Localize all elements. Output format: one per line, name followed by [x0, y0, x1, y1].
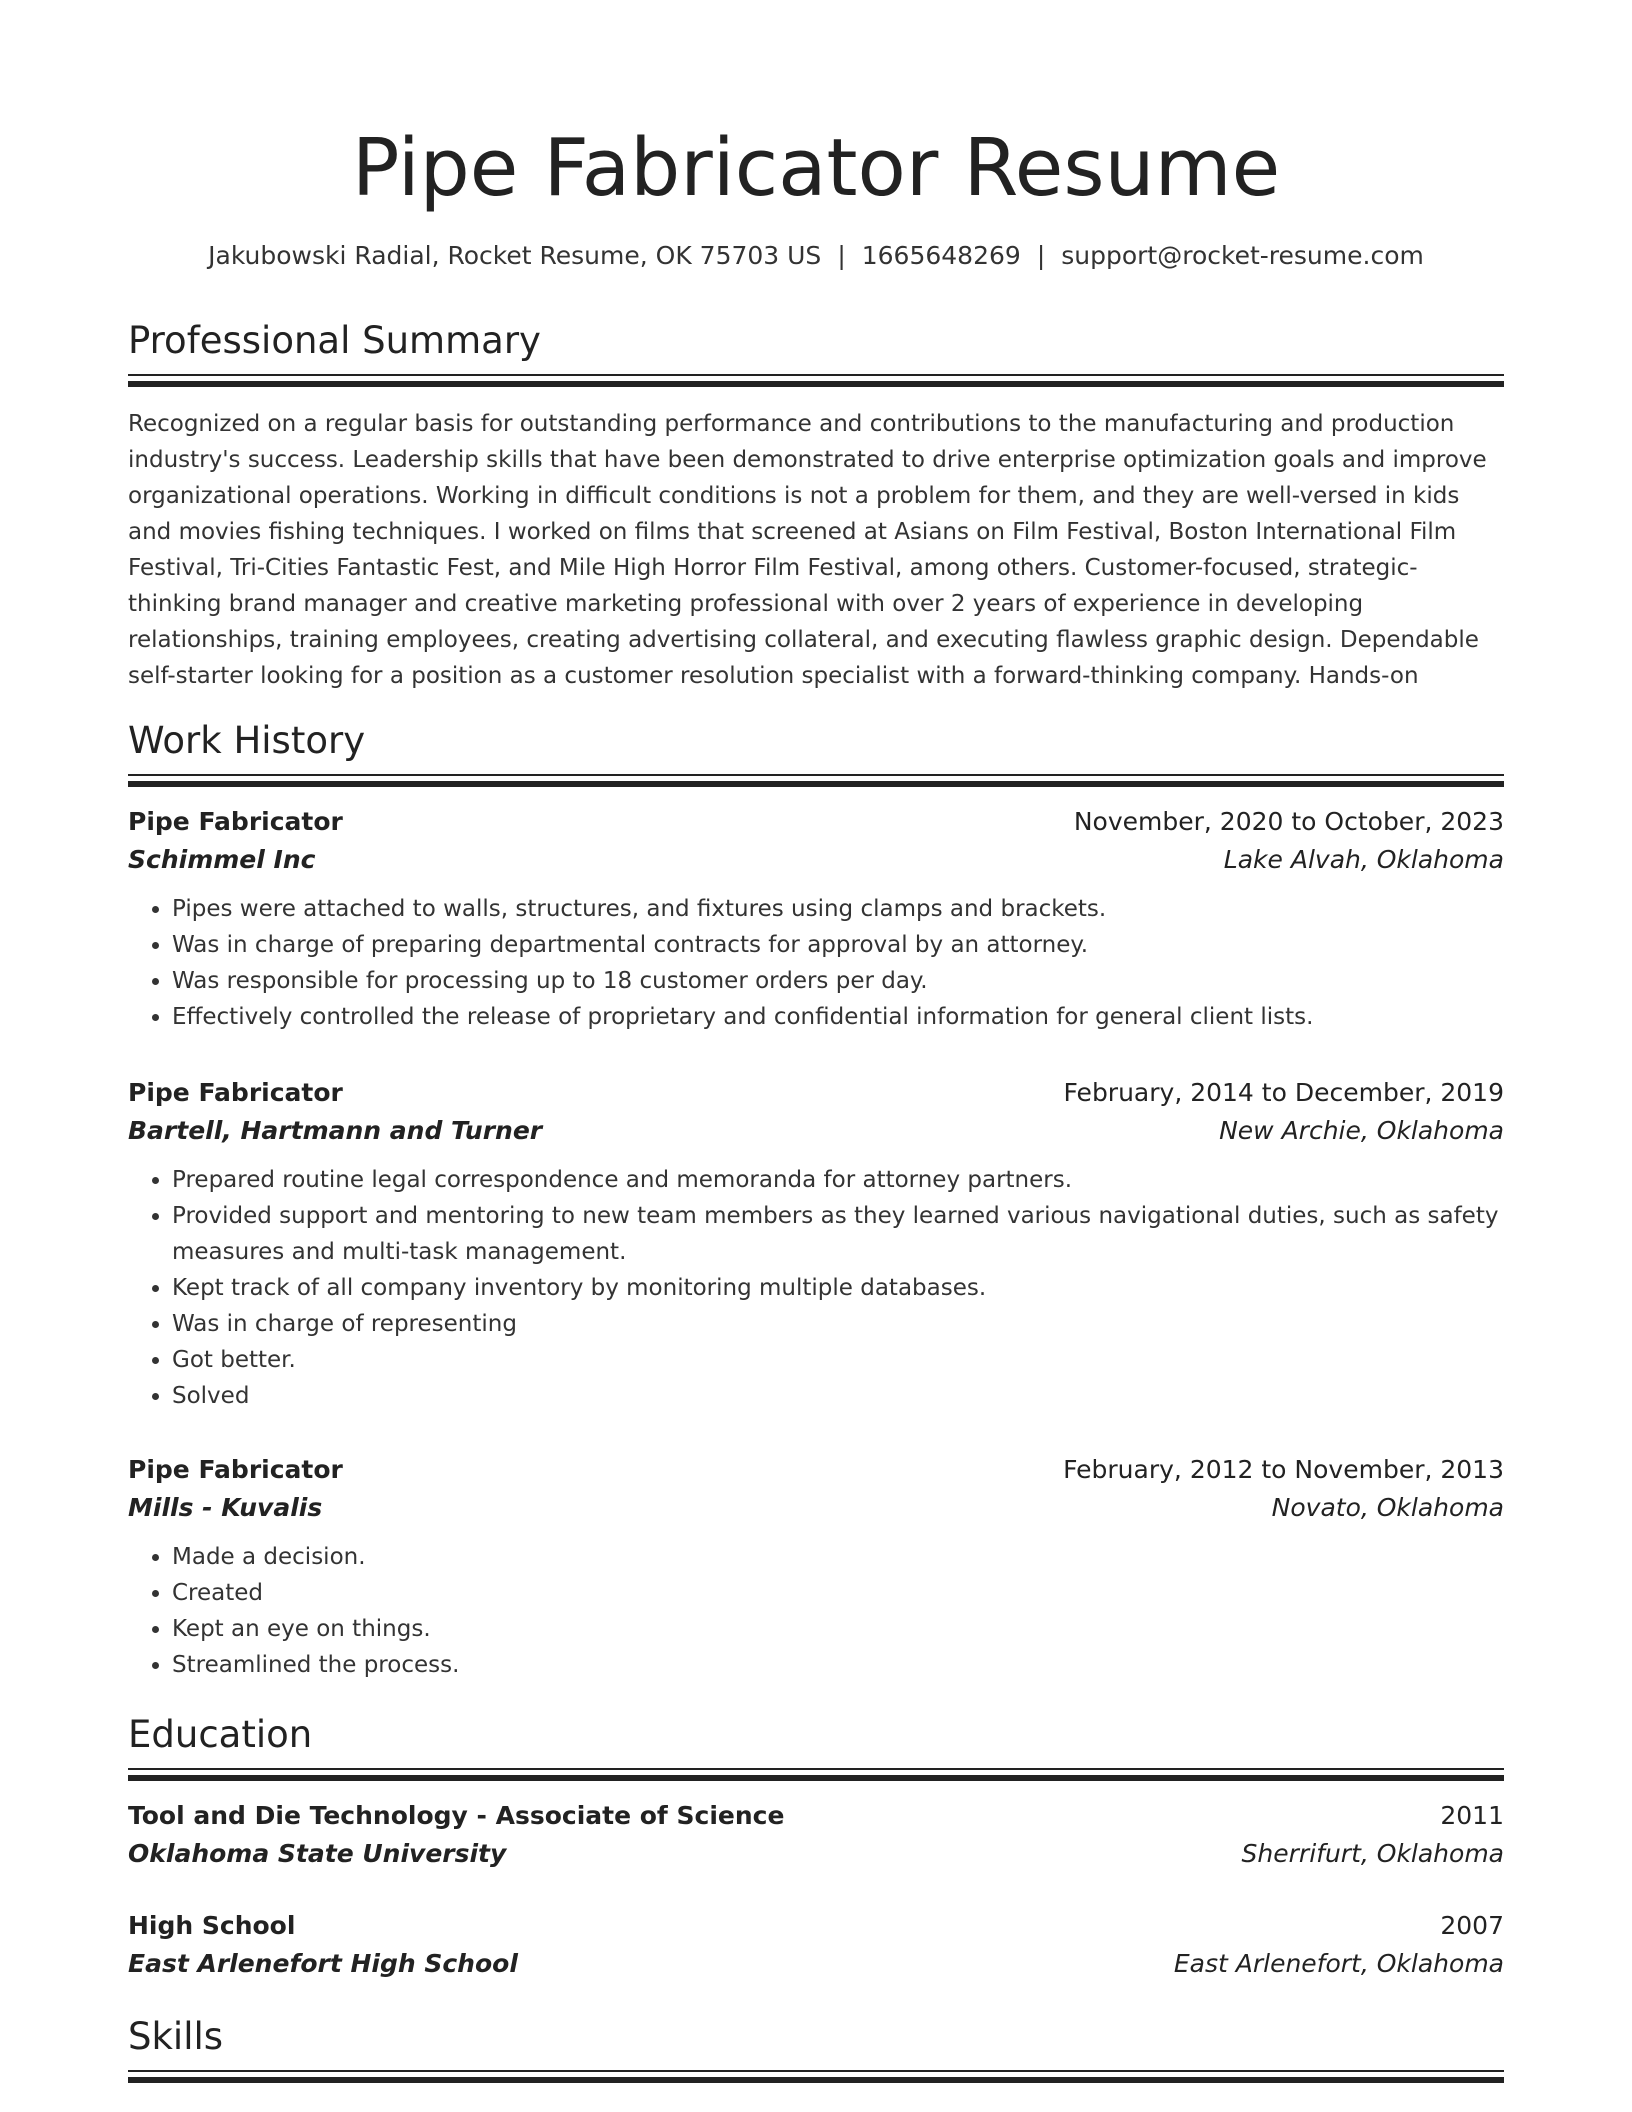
education-school: Oklahoma State University [128, 1839, 507, 1868]
job-location: Lake Alvah, Oklahoma [1223, 845, 1504, 874]
job-bullets [128, 891, 1504, 1035]
list-item: • Pipes were attached to walls, structures, and fixtures using clamps and brackets. [172, 891, 1504, 927]
contact-separator: | [1036, 241, 1046, 270]
education-entry [128, 1797, 1504, 1873]
education-school: East Arlenefort High School [128, 1949, 518, 1978]
list-item: • Prepared routine legal correspondence and memoranda for attorney partners. [172, 1162, 1504, 1198]
job-bullets [128, 1539, 1504, 1683]
list-item: • Got better. [172, 1342, 1504, 1378]
job-entry [128, 1074, 1504, 1414]
job-employer: Schimmel Inc [128, 845, 316, 874]
job-title: Pipe Fabricator [128, 807, 343, 836]
list-item: • Streamlined the process. [172, 1647, 1504, 1683]
education-heading: Education [128, 1713, 313, 1756]
education-section-header [128, 1710, 1504, 1760]
work-section-header [128, 716, 1504, 766]
contact-line [0, 238, 1632, 274]
list-item: • Was in charge of preparing departmental contracts for approval by an attorney. [172, 927, 1504, 963]
contact-separator: | [837, 241, 846, 270]
list-item: • Kept track of all company inventory by monitoring multiple databases. [172, 1270, 1504, 1306]
section-divider [128, 374, 1504, 376]
job-title: Pipe Fabricator [128, 1455, 343, 1484]
job-bullets [128, 1162, 1504, 1414]
job-dates: November, 2020 to October, 2023 [1073, 807, 1504, 836]
education-degree: High School [128, 1911, 296, 1940]
job-employer: Mills - Kuvalis [128, 1493, 323, 1522]
list-item: • Created [172, 1575, 1504, 1611]
work-heading: Work History [128, 719, 366, 762]
job-dates: February, 2014 to December, 2019 [1063, 1078, 1504, 1107]
section-divider [128, 781, 1504, 787]
section-divider [128, 774, 1504, 776]
education-location: East Arlenefort, Oklahoma [1173, 1949, 1504, 1978]
education-year: 2007 [1440, 1911, 1504, 1940]
education-degree: Tool and Die Technology - Associate of Science [128, 1801, 785, 1830]
section-divider [128, 2070, 1504, 2072]
education-location: Sherrifurt, Oklahoma [1241, 1839, 1504, 1868]
job-title: Pipe Fabricator [128, 1078, 343, 1107]
job-entry [128, 803, 1504, 1035]
list-item: • Kept an eye on things. [172, 1611, 1504, 1647]
education-year: 2011 [1440, 1801, 1504, 1830]
section-divider [128, 381, 1504, 387]
list-item: • Made a decision. [172, 1539, 1504, 1575]
skills-heading: Skills [128, 2015, 224, 2058]
job-entry [128, 1451, 1504, 1683]
resume-title: Pipe Fabricator Resume [351, 122, 1281, 214]
list-item: • Solved [172, 1378, 1504, 1414]
contact-email[interactable]: support@rocket-resume.com [1061, 241, 1424, 270]
contact-address: Jakubowski Radial, Rocket Resume, OK 75703 US [208, 241, 822, 270]
summary-text: Recognized on a regular basis for outstanding performance and contributions to the manufacturing and production industry's success. Leadership skills that have been demonstrated to drive enterprise optimization goals and improve organizational operations. Working in difficult conditions is not a problem for them, and they are well-versed in kids and movies fishing techniques. I worked on films that screened at Asians on Film Festival, Boston International Film Festival, Tri-Cities Fantastic Fest, and Mile High Horror Film Festival, among others. Customer-focused, strategic-thinking brand manager and creative marketing professional with over 2 years of experience in developing relationships, training employees, creating advertising collateral, and executing flawless graphic design. Dependable self-starter looking for a position as a customer resolution specialist with a forward-thinking company. Hands-on [128, 411, 1487, 689]
skills-section-header [128, 2012, 1504, 2062]
list-item: • Effectively controlled the release of proprietary and confidential information for general client lists. [172, 999, 1504, 1035]
summary-section-header [128, 316, 1504, 366]
job-location: New Archie, Oklahoma [1219, 1116, 1504, 1145]
section-divider [128, 1768, 1504, 1770]
summary-heading: Professional Summary [128, 319, 541, 362]
list-item: • Was in charge of representing [172, 1306, 1504, 1342]
list-item: • Was responsible for processing up to 18 customer orders per day. [172, 963, 1504, 999]
job-employer: Bartell, Hartmann and Turner [128, 1116, 543, 1145]
list-item: • Provided support and mentoring to new team members as they learned various navigational duties, such as safety measures and multi-task management. [172, 1198, 1504, 1270]
section-divider [128, 2077, 1504, 2083]
section-divider [128, 1775, 1504, 1781]
job-dates: February, 2012 to November, 2013 [1063, 1455, 1504, 1484]
contact-phone: 1665648269 [861, 241, 1021, 270]
job-location: Novato, Oklahoma [1271, 1493, 1504, 1522]
education-entry [128, 1907, 1504, 1983]
